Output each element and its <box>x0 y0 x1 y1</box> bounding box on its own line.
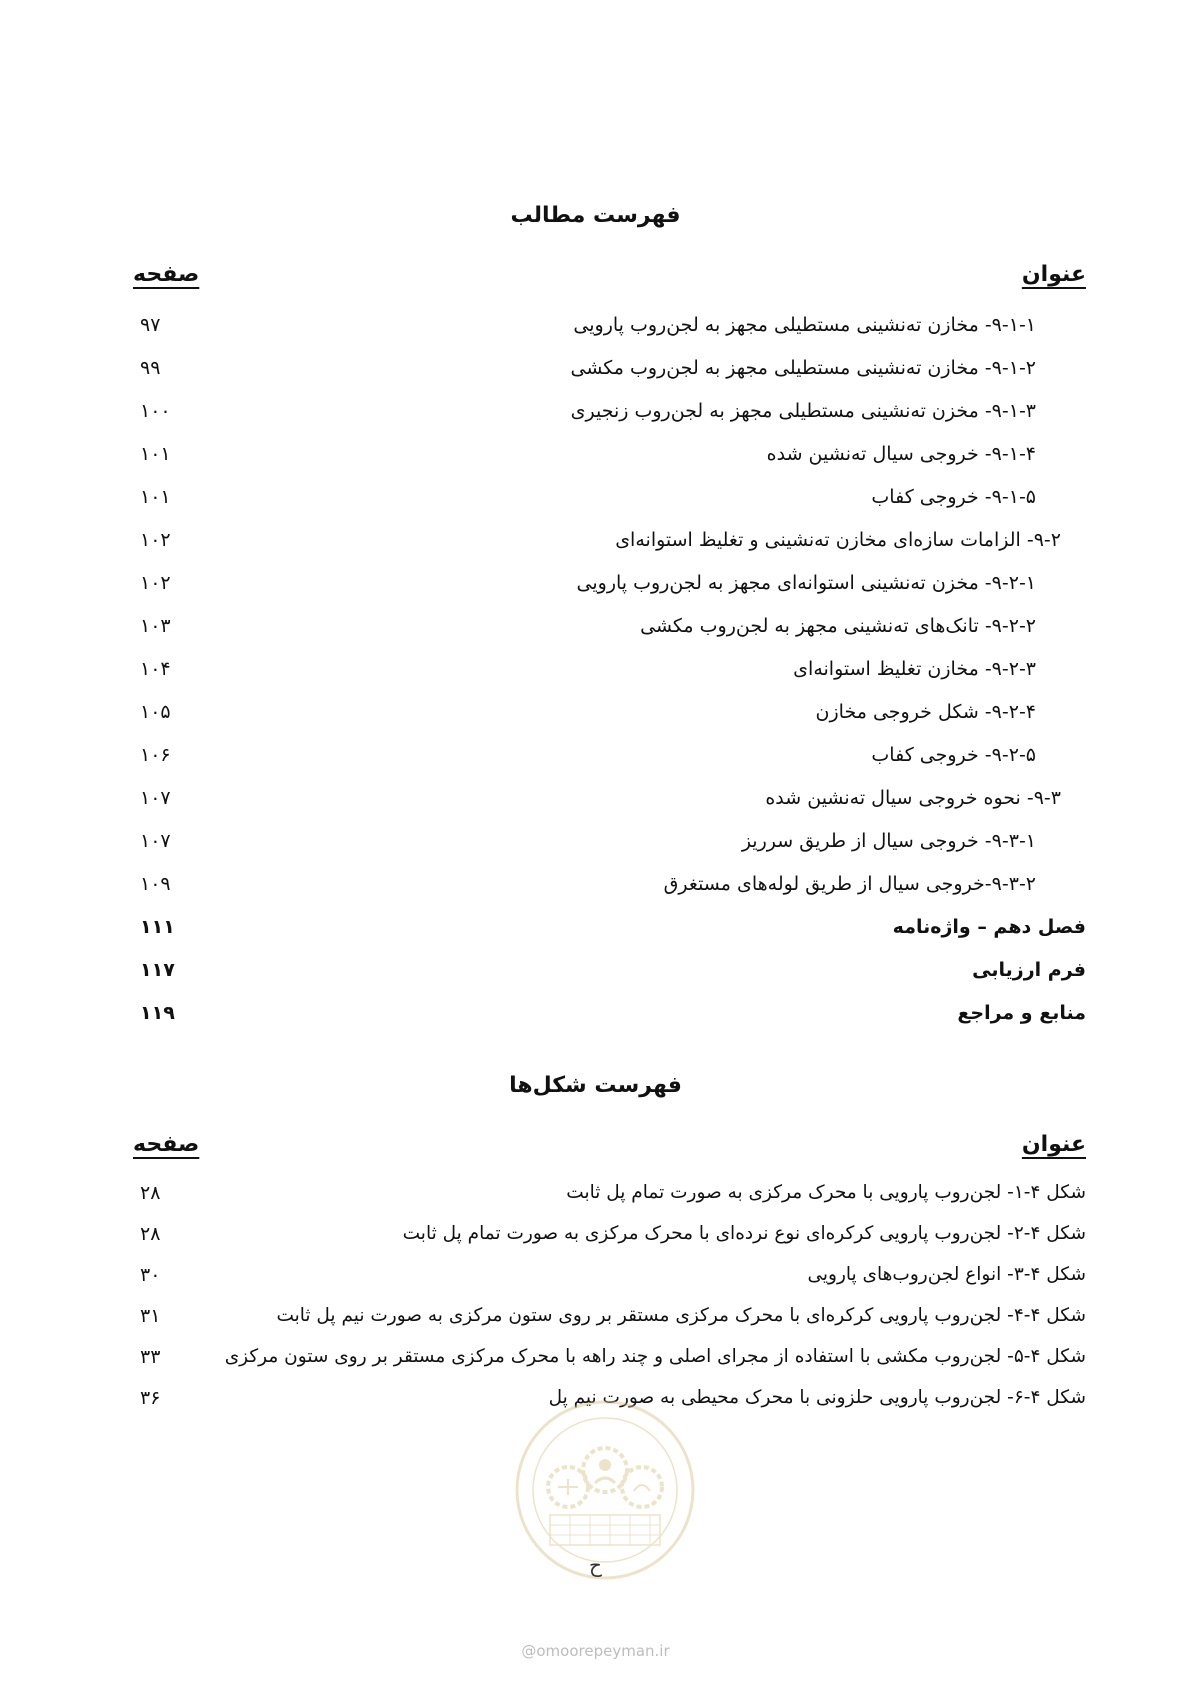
toc-entry[interactable] <box>0 698 1191 738</box>
toc-entry-title: ۹-۲-۴- شکل خروجی مخازن <box>815 701 1036 723</box>
toc-entry-page: ۱۰۶ <box>140 744 171 766</box>
toc-entry[interactable] <box>0 655 1191 695</box>
toc-column-page-header: صفحه <box>133 262 200 287</box>
figures-column-page-header: صفحه <box>133 1132 200 1157</box>
figure-entry[interactable] <box>0 1261 1191 1301</box>
toc-entry-title: ۹-۱-۱- مخازن ته‌نشینی مستطیلی مجهز به لجن‌روب پارویی <box>573 314 1036 336</box>
toc-entry-page: ۱۰۷ <box>140 830 171 852</box>
toc-entry-page: ۱۰۷ <box>140 787 171 809</box>
figure-entry-title: شکل ۴-۶- لجن‌روب پارویی حلزونی با محرک محیطی به صورت نیم پل <box>548 1387 1086 1408</box>
toc-entry[interactable] <box>0 483 1191 523</box>
toc-entry-page: ۱۰۲ <box>140 529 171 551</box>
toc-entry-title: ۹-۳-۱- خروجی سیال از طریق سرریز <box>741 830 1036 852</box>
toc-entry-page: ۱۱۹ <box>140 1002 175 1024</box>
figure-entry-title: شکل ۴-۳- انواع لجن‌روب‌های پارویی <box>807 1264 1086 1285</box>
toc-entry-title: ۹-۲-۵- خروجی کفاب <box>871 744 1036 766</box>
toc-title: فهرست مطالب <box>510 203 681 228</box>
toc-entry-title: ۹-۲-۳- مخازن تغلیظ استوانه‌ای <box>793 658 1036 680</box>
figure-entry-title: شکل ۴-۲- لجن‌روب پارویی کرکره‌ای نوع نرده‌ای با محرک مرکزی به صورت تمام پل ثابت <box>402 1223 1086 1244</box>
toc-entry-title: فصل دهم – واژه‌نامه <box>892 916 1086 938</box>
toc-entry[interactable] <box>0 354 1191 394</box>
figure-entry-page: ۳۶ <box>140 1387 161 1409</box>
figure-entry[interactable] <box>0 1179 1191 1219</box>
figure-entry[interactable] <box>0 1302 1191 1342</box>
toc-entry-page: ۱۱۷ <box>140 959 175 981</box>
figure-entry-title: شکل ۴-۱- لجن‌روب پارویی با محرک مرکزی به صورت تمام پل ثابت <box>566 1182 1086 1203</box>
toc-entry-title: ۹-۲- الزامات سازه‌ای مخازن ته‌نشینی و تغلیظ استوانه‌ای <box>615 529 1061 551</box>
toc-entry-page: ۱۰۴ <box>140 658 171 680</box>
toc-entry[interactable] <box>0 913 1191 953</box>
toc-entry[interactable] <box>0 870 1191 910</box>
toc-entry-title: ۹-۱-۵- خروجی کفاب <box>871 486 1036 508</box>
toc-entry[interactable] <box>0 397 1191 437</box>
toc-entry-title: ۹-۳-۲-خروجی سیال از طریق لوله‌های مستغرق <box>663 873 1036 895</box>
figure-entry-page: ۳۳ <box>140 1346 161 1368</box>
figures-title: فهرست شکل‌ها <box>509 1073 682 1098</box>
figures-column-title-header: عنوان <box>1021 1132 1086 1157</box>
toc-entry-title: ۹-۱-۳- مخزن ته‌نشینی مستطیلی مجهز به لجن‌روب زنجیری <box>570 400 1036 422</box>
toc-entry-page: ۱۰۲ <box>140 572 171 594</box>
figure-entry-page: ۳۰ <box>140 1264 161 1286</box>
toc-entry-page: ۱۰۹ <box>140 873 171 895</box>
toc-entry-title: منابع و مراجع <box>957 1002 1086 1024</box>
figure-entry-page: ۳۱ <box>140 1305 161 1327</box>
toc-entry[interactable] <box>0 612 1191 652</box>
toc-entry[interactable] <box>0 827 1191 867</box>
toc-entry[interactable] <box>0 569 1191 609</box>
toc-entry[interactable] <box>0 999 1191 1039</box>
toc-entry-title: فرم ارزیابی <box>972 959 1086 981</box>
toc-entry-page: ۱۰۳ <box>140 615 171 637</box>
toc-column-title-header: عنوان <box>1021 262 1086 287</box>
figure-entry-title: شکل ۴-۴- لجن‌روب پارویی کرکره‌ای با محرک مرکزی مستقر بر روی ستون مرکزی به صورت نیم پل ثابت <box>276 1305 1086 1326</box>
toc-entry[interactable] <box>0 440 1191 480</box>
toc-entry-page: ۱۰۰ <box>140 400 171 422</box>
toc-entry[interactable] <box>0 741 1191 781</box>
toc-entry[interactable] <box>0 956 1191 996</box>
toc-entry-title: ۹-۳- نحوه خروجی سیال ته‌نشین شده <box>765 787 1061 809</box>
toc-entry-page: ۱۱۱ <box>140 916 175 938</box>
toc-entry-title: ۹-۲-۱- مخزن ته‌نشینی استوانه‌ای مجهز به لجن‌روب پارویی <box>576 572 1036 594</box>
figure-entry-page: ۲۸ <box>140 1182 161 1204</box>
toc-entry-page: ۹۷ <box>140 314 161 336</box>
toc-entry[interactable] <box>0 311 1191 351</box>
toc-entry-title: ۹-۲-۲- تانک‌های ته‌نشینی مجهز به لجن‌روب مکشی <box>640 615 1036 637</box>
toc-entry-title: ۹-۱-۲- مخازن ته‌نشینی مستطیلی مجهز به لجن‌روب مکشی <box>570 357 1036 379</box>
toc-entry-page: ۱۰۱ <box>140 486 171 508</box>
toc-entry[interactable] <box>0 526 1191 566</box>
toc-entry[interactable] <box>0 784 1191 824</box>
figure-entry-title: شکل ۴-۵- لجن‌روب مکشی با استفاده از مجرای اصلی و چند راهه با محرک مرکزی مستقر بر روی ستون مرکزی <box>224 1346 1086 1367</box>
figure-entry-page: ۲۸ <box>140 1223 161 1245</box>
watermark-site-text: @omoorepeyman.ir <box>521 1642 670 1660</box>
toc-entry-title: ۹-۱-۴- خروجی سیال ته‌نشین شده <box>766 443 1036 465</box>
figure-entry[interactable] <box>0 1220 1191 1260</box>
toc-entry-page: ۱۰۱ <box>140 443 171 465</box>
toc-entry-page: ۱۰۵ <box>140 701 171 723</box>
toc-entry-page: ۹۹ <box>140 357 161 379</box>
page-number: ح <box>589 1553 602 1577</box>
figure-entry[interactable] <box>0 1343 1191 1383</box>
